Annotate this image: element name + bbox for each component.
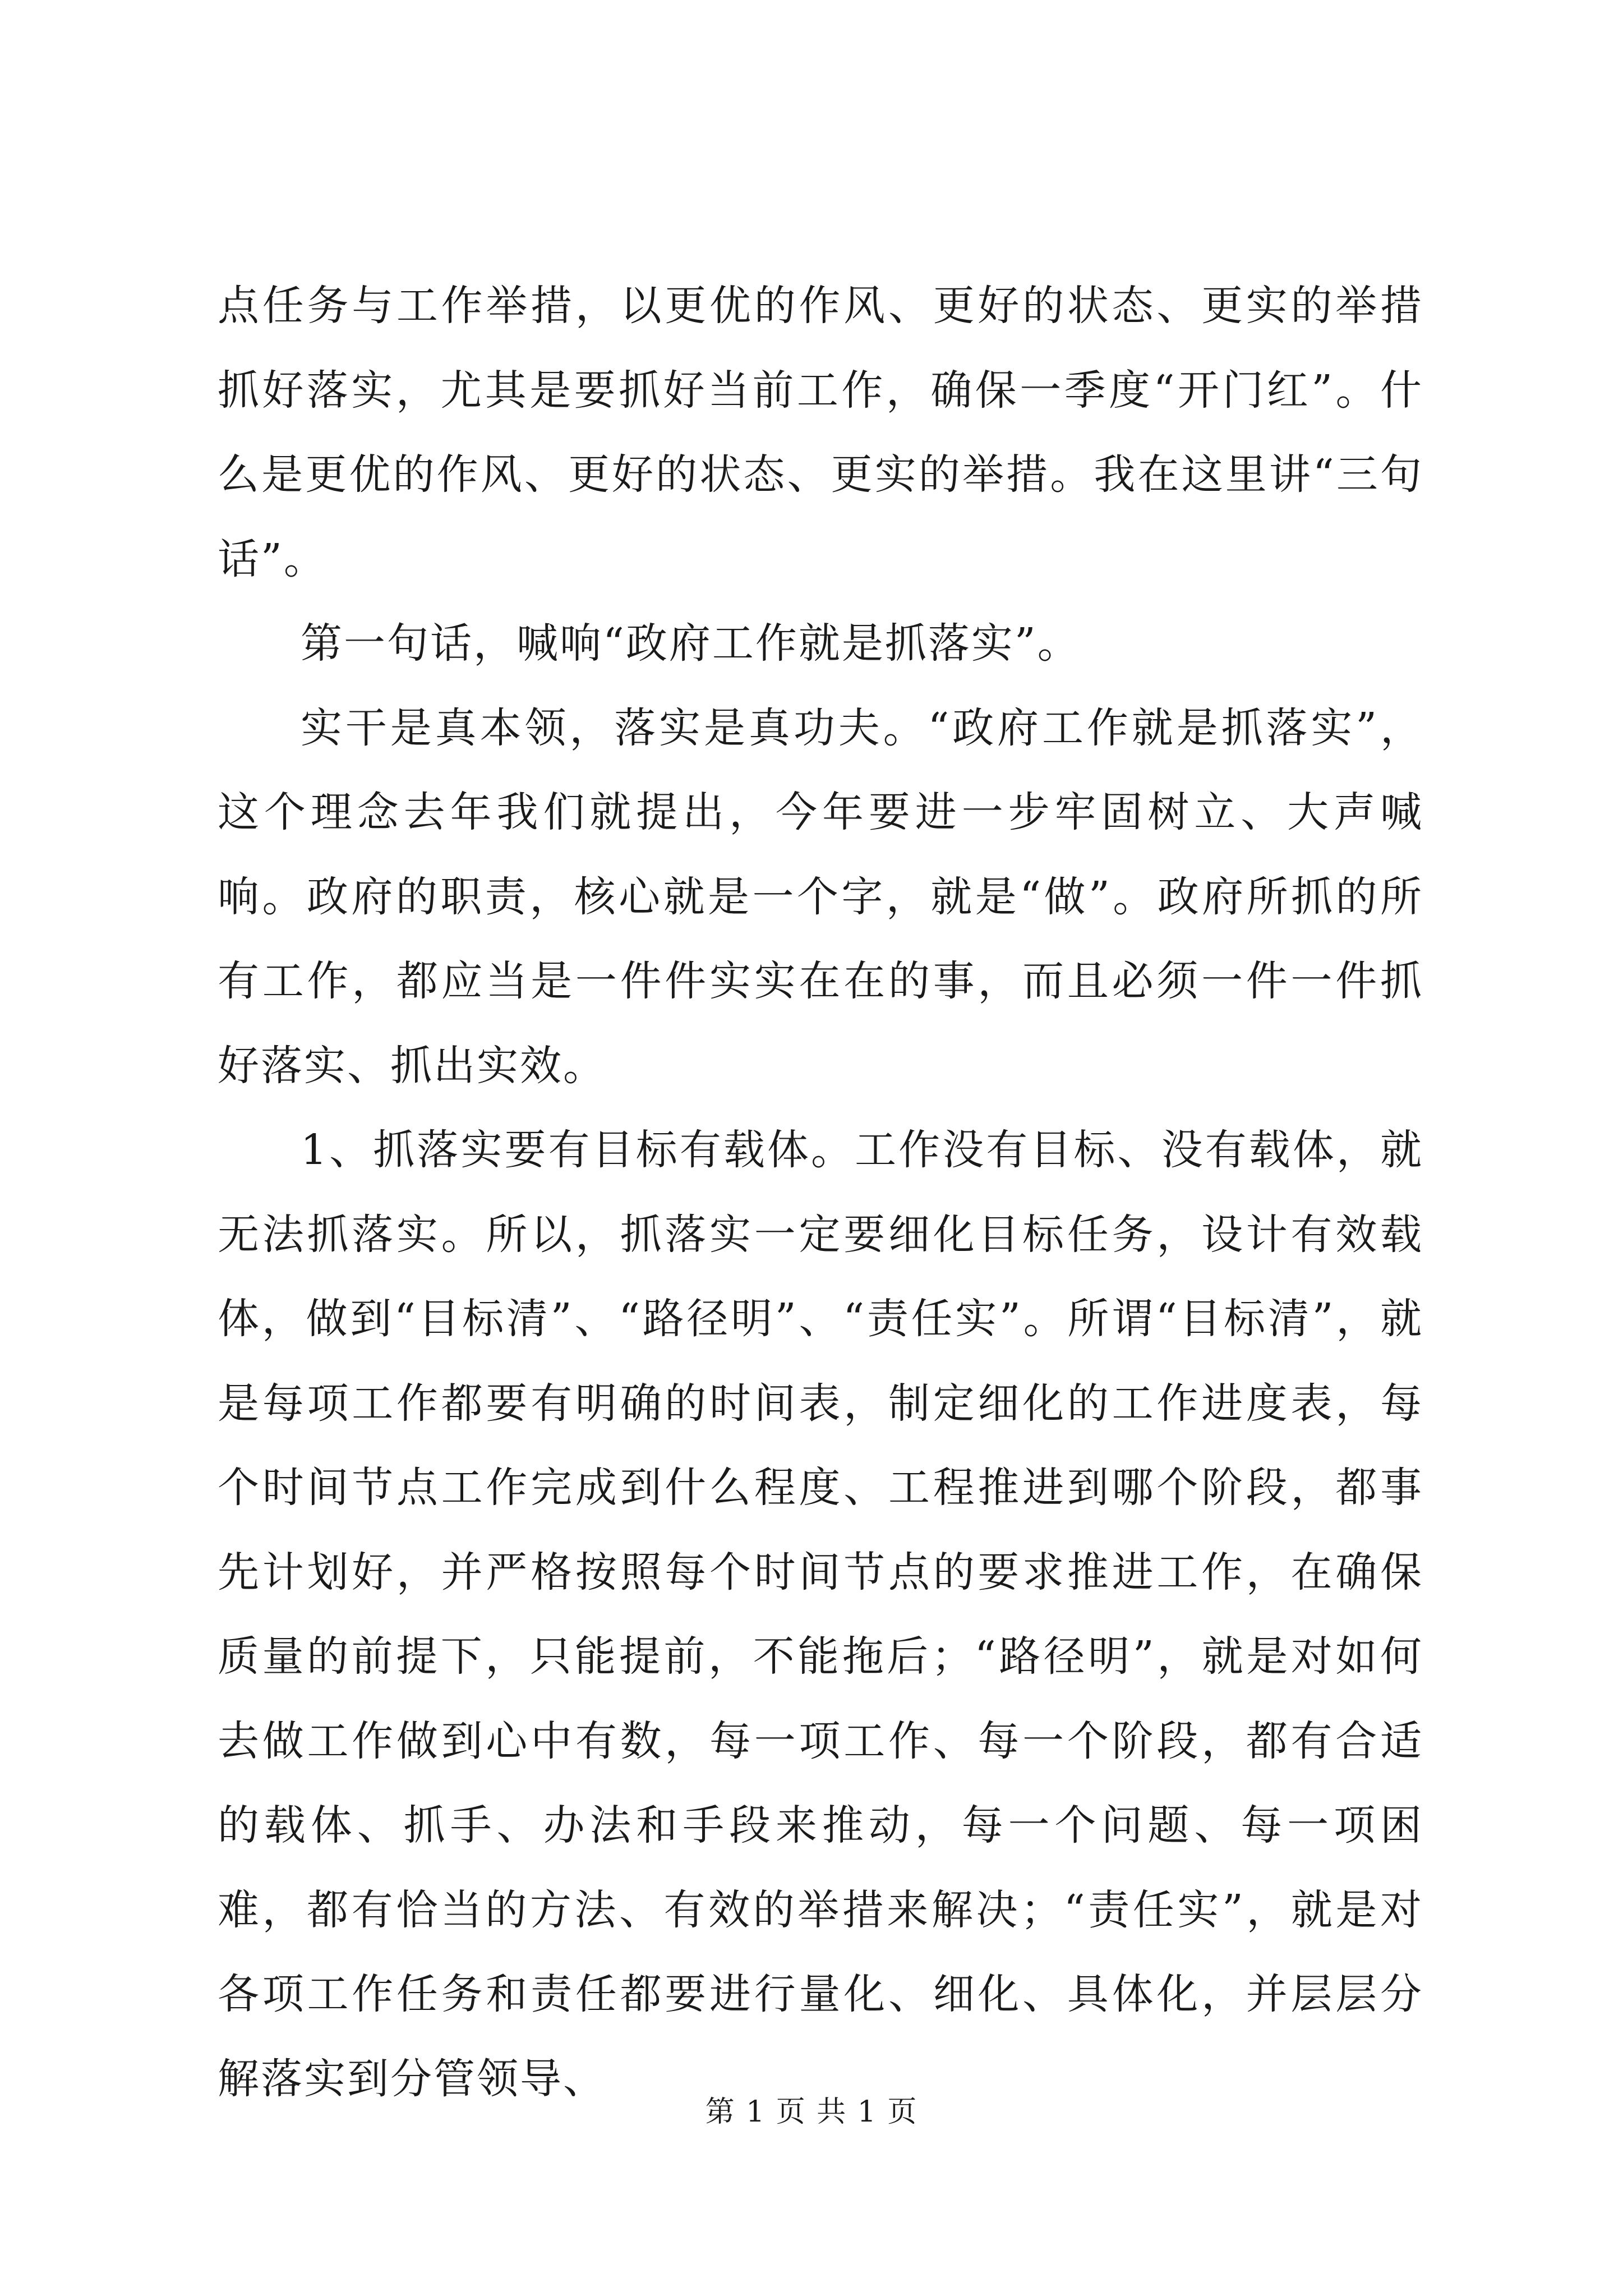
paragraph-section-heading: 第一句话，喊响“政府工作就是抓落实”。 <box>301 619 1081 668</box>
paragraph-point-1: 1、抓落实要有目标有载体。工作没有目标、没有载体，就无法抓落实。所以，抓落实一定要细化目标任务，设计有效载体，做到“目标清”、“路径明”、“责任实”。所谓“目标清”，就是每项工作都要有明确的时间表，制定细化的工作进度表，每个时间节点工作完成到什么程度、工程推进到哪个阶段，都事先计划好，并严格按照每个时间节点的要求推进工作，在确保质量的前提下，只能提前，不能拖后；“路径明”，就是对如何去做工作做到心中有数，每一项工作、每一个阶段，都有合适的载体、抓手、办法和手段来推动，每一个问题、每一项困难，都有恰当的方法、有效的举措来解决；“责任实”，就是对各项工作任务和责任都要进行量化、细化、具体化，并层层分解落实到分管领导、 <box>218 1126 1423 2103</box>
document-body <box>218 264 1423 2121</box>
paragraph-continuation: 点任务与工作举措，以更优的作风、更好的状态、更实的举措抓好落实，尤其是要抓好当前工作，确保一季度“开门红”。什么是更优的作风、更好的状态、更实的举措。我在这里讲“三句话”。 <box>218 282 1423 583</box>
paragraph-body: 实干是真本领，落实是真功夫。“政府工作就是抓落实”，这个理念去年我们就提出，今年要进一步牢固树立、大声喊响。政府的职责，核心就是一个字，就是“做”。政府所抓的所有工作，都应当是一件件实实在在的事，而且必须一件一件抓好落实、抓出实效。 <box>218 703 1423 1090</box>
page-footer: 第 1 页 共 1 页 <box>705 2095 918 2129</box>
